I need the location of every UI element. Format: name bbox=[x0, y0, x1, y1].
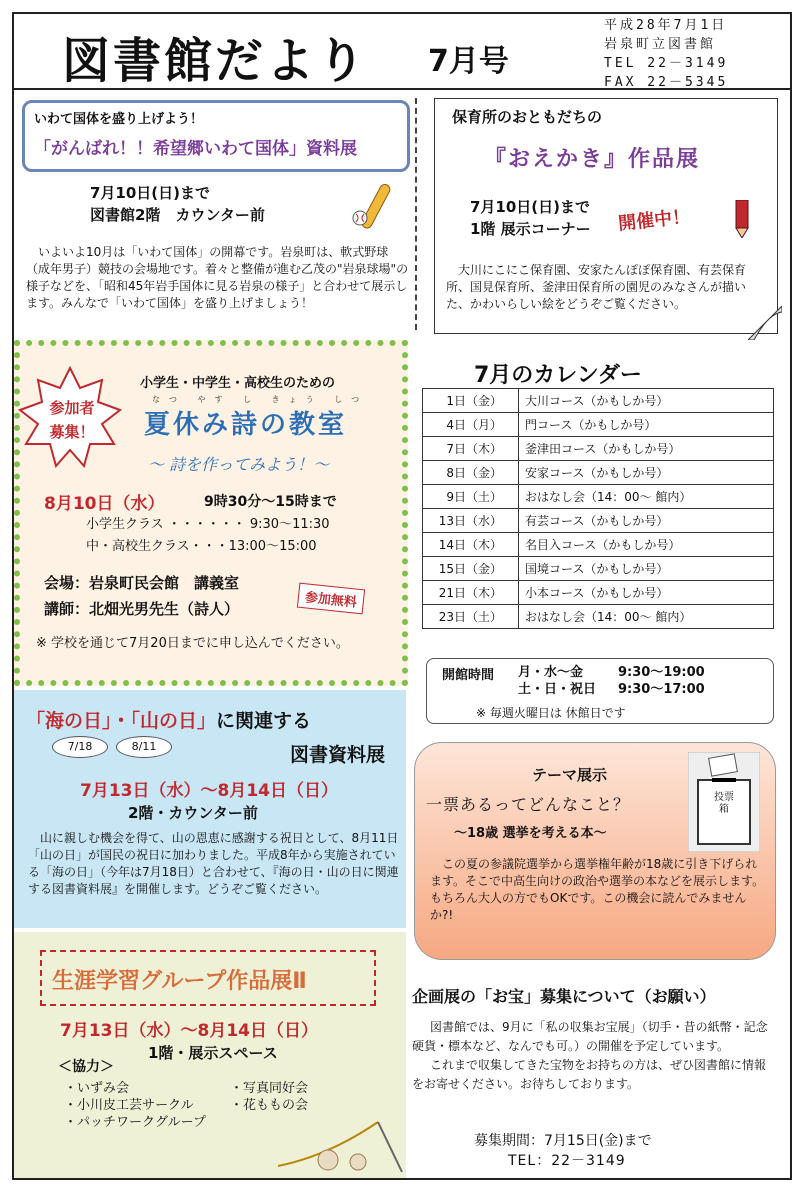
poetry-lead: 小学生・中学生・高校生のための bbox=[140, 376, 336, 391]
bubble-sea-day: 7/18 bbox=[52, 736, 108, 758]
table-row bbox=[423, 389, 774, 413]
nursery-until: 7月10日(日)まで bbox=[470, 198, 591, 216]
group-photo: ・写真同好会 bbox=[230, 1081, 309, 1096]
star-line-1: 参加者 bbox=[49, 399, 95, 417]
kokutai-body: いよいよ10月は「いわて国体」の開幕です。岩泉町は、軟式野球（成年男子）競技の会場地です。着々と整備が進む乙茂の"岩泉球場"の様子などを、「昭和45年岩手国体に見る岩泉の様子」と合わせて展示します。みんなで「いわて国体」を盛り上げましょう！ bbox=[26, 245, 409, 310]
table-row bbox=[423, 461, 774, 485]
calendar-date: 4日（月） bbox=[423, 413, 519, 437]
sea-mountain-subtitle: 図書資料展 bbox=[290, 744, 386, 766]
hours-note: ※ 毎週火曜日は 休館日です bbox=[476, 706, 626, 720]
hours-weekday-time: 9:30～19:00 bbox=[618, 665, 705, 680]
calendar-table bbox=[422, 388, 774, 629]
group-hanamomo: ・花ももの会 bbox=[230, 1098, 309, 1113]
free-badge: 参加無料 bbox=[297, 583, 365, 615]
theme-body: この夏の参議院選挙から選挙権年齢が18歳に引き下げられます。そこで中高生向けの政治や選挙の本などを展示します。もちろん大人の方でもOKです。この機会に読んでみませんか?! bbox=[430, 857, 765, 922]
table-row bbox=[423, 509, 774, 533]
calendar-date: 14日（木） bbox=[423, 533, 519, 557]
crayon-icon bbox=[728, 200, 756, 238]
hours-days bbox=[518, 664, 596, 698]
group-leather: ・小川皮工芸サークル bbox=[64, 1098, 194, 1113]
calendar-event: おはなし会（14：00～ 館内） bbox=[519, 605, 774, 629]
calendar-date: 8日（金） bbox=[423, 461, 519, 485]
table-row bbox=[423, 437, 774, 461]
calendar-event: 大川コース（かもしか号） bbox=[519, 389, 774, 413]
table-row bbox=[423, 581, 774, 605]
calendar-title: 7月のカレンダー bbox=[474, 363, 642, 388]
info-fax: FAX 22－5345 bbox=[604, 75, 729, 90]
poetry-time: 9時30分～15時まで bbox=[204, 494, 337, 510]
ballot-label: 投票箱 bbox=[714, 792, 734, 815]
poetry-teacher: 講師：北畑光男先生（詩人） bbox=[44, 600, 240, 618]
class-secondary: 中・高校生クラス・・・13:00～15:00 bbox=[86, 539, 317, 554]
treasure-title: 企画展の「お宝」募集について（お願い） bbox=[412, 987, 716, 1006]
lifelong-coop: ＜協力＞ bbox=[58, 1059, 114, 1075]
hours-weekdays: 月・水～金 bbox=[518, 665, 584, 680]
sea-mountain-title bbox=[26, 706, 311, 733]
kokutai-dates bbox=[90, 182, 265, 226]
baseball-bat-icon bbox=[350, 180, 400, 236]
group-izumi: ・いずみ会 bbox=[64, 1081, 130, 1096]
info-library: 岩泉町立図書館 bbox=[604, 37, 717, 52]
groups-right bbox=[230, 1080, 308, 1114]
library-info bbox=[604, 16, 728, 92]
nursery-dates bbox=[470, 196, 591, 240]
theme-title: 一票あるってどんなこと？ bbox=[426, 795, 631, 814]
poetry-subtitle: ～ 詩を作ってみよう！～ bbox=[148, 455, 330, 474]
nursery-place: 1階 展示コーナー bbox=[470, 220, 591, 238]
lifelong-title: 生涯学習グループ作品展Ⅱ bbox=[52, 969, 307, 994]
info-tel: TEL 22－3149 bbox=[604, 56, 729, 71]
ruby-5: しつ bbox=[334, 395, 369, 404]
kokutai-title: 「がんばれ！！希望郷いわて国体」資料展 bbox=[34, 139, 357, 159]
nursery-body: 大川にこにこ保育園、安家たんぽぽ保育園、有芸保育所、国見保育所、釜津田保育所の園児のみなさんが描いた、かわいらしい絵をどうぞご覧ください。 bbox=[446, 263, 747, 311]
star-line-2: 募集！ bbox=[49, 423, 95, 441]
calendar-event: 門コース（かもしか号） bbox=[519, 413, 774, 437]
calendar-event: 名目入コース（かもしか号） bbox=[519, 533, 774, 557]
calendar-date: 7日（木） bbox=[423, 437, 519, 461]
sea-mountain-days: 「海の日」・「山の日」 bbox=[26, 710, 217, 732]
calendar-event: 国境コース（かもしか号） bbox=[519, 557, 774, 581]
sea-mountain-body: 山に親しむ機会を得て、山の恩恵に感謝する祝日として、8月11日「山の日」が国民の祝日に加わりました。平成8年から実施されている「海の日」（今年は7月18日）と合わせて、『海の日・山の日に関連する図書資料展』を開催します。どうぞご覧ください。 bbox=[28, 831, 399, 896]
nursery-title: 『おえかき』作品展 bbox=[484, 147, 701, 172]
class-elementary: 小学生クラス ・・・・・・ 9:30～11:30 bbox=[86, 517, 330, 532]
kokutai-place: 図書館2階 カウンター前 bbox=[90, 206, 265, 224]
calendar-date: 1日（金） bbox=[423, 389, 519, 413]
kokutai-tagline: いわて国体を盛り上げよう！ bbox=[34, 112, 204, 127]
group-patchwork: ・パッチワークグループ bbox=[64, 1115, 206, 1130]
calendar-date: 13日（水） bbox=[423, 509, 519, 533]
theme-label: テーマ展示 bbox=[532, 766, 608, 784]
table-row bbox=[423, 557, 774, 581]
poetry-classes bbox=[86, 514, 330, 558]
hours-label: 開館時間 bbox=[442, 668, 495, 683]
table-row bbox=[423, 413, 774, 437]
calendar-event: 釜津田コース（かもしか号） bbox=[519, 437, 774, 461]
treasure-period: 募集期間：7月15日(金)まで bbox=[474, 1133, 652, 1149]
calendar-date: 21日（木） bbox=[423, 581, 519, 605]
poetry-title: 夏休み詩の教室 bbox=[144, 410, 348, 440]
calendar-date: 9日（土） bbox=[423, 485, 519, 509]
ruby-2: やす bbox=[197, 395, 232, 404]
sea-mountain-related: に関連する bbox=[216, 710, 312, 732]
ruby-4: きょう bbox=[271, 395, 323, 404]
column-divider bbox=[415, 98, 417, 330]
hours-weekend-time: 9:30～17:00 bbox=[618, 682, 705, 697]
theme-subtitle: ～18歳 選挙を考える本～ bbox=[454, 826, 607, 841]
participants-wanted bbox=[32, 396, 112, 444]
calendar-date: 15日（金） bbox=[423, 557, 519, 581]
poetry-note: ※ 学校を通じて7月20日までに申し込んでください。 bbox=[36, 636, 349, 651]
hours-times bbox=[618, 664, 705, 698]
treasure-body bbox=[412, 1018, 776, 1094]
calendar-event: 有芸コース（かもしか号） bbox=[519, 509, 774, 533]
ruby-3: し bbox=[243, 395, 261, 404]
now-open-badge: 開催中！ bbox=[617, 206, 692, 235]
poetry-venue: 会場：岩泉町民会館 講義室 bbox=[44, 574, 240, 592]
lifelong-place: 1階・展示スペース bbox=[148, 1044, 278, 1062]
ruby-1: なつ bbox=[152, 395, 186, 404]
lifelong-dates: 7月13日（水）～8月14日（日） bbox=[60, 1021, 318, 1041]
newsletter-title: 図書館だより bbox=[62, 33, 369, 89]
table-row bbox=[423, 485, 774, 509]
issue-label: 7月号 bbox=[428, 44, 509, 79]
table-row bbox=[423, 605, 774, 629]
poetry-date: 8月10日（水） bbox=[44, 494, 165, 514]
kokutai-until: 7月10日(日)まで bbox=[90, 184, 211, 202]
sewing-needle-icon bbox=[268, 1116, 408, 1176]
calendar-event: 小本コース（かもしか号） bbox=[519, 581, 774, 605]
hours-weekend: 土・日・祝日 bbox=[518, 682, 597, 697]
treasure-body-1: 図書館では、9月に「私の収集お宝展」（切手・昔の紙幣・記念硬貨・標本など、なんでも可。）の開催を予定しています。 bbox=[412, 1020, 768, 1053]
table-row bbox=[423, 533, 774, 557]
sea-mountain-dates: 7月13日（水）～8月14日（日） bbox=[80, 781, 338, 801]
treasure-body-2: これまで収集してきた宝物をお持ちの方は、ぜひ図書館に情報をお寄せください。お待ちしております。 bbox=[412, 1058, 767, 1091]
groups-left bbox=[64, 1080, 206, 1131]
calendar-event: 安家コース（かもしか号） bbox=[519, 461, 774, 485]
bubble-mountain-day: 8/11 bbox=[116, 736, 172, 758]
poetry-venue-teacher bbox=[44, 570, 239, 622]
calendar-event: おはなし会（14：00～ 館内） bbox=[519, 485, 774, 509]
calendar-date: 23日（土） bbox=[423, 605, 519, 629]
sea-mountain-place: 2階・カウンター前 bbox=[128, 804, 258, 822]
info-date: 平成28年7月1日 bbox=[604, 18, 728, 33]
nursery-lead: 保育所のおともだちの bbox=[452, 108, 603, 126]
treasure-tel: TEL：22－3149 bbox=[508, 1153, 626, 1169]
